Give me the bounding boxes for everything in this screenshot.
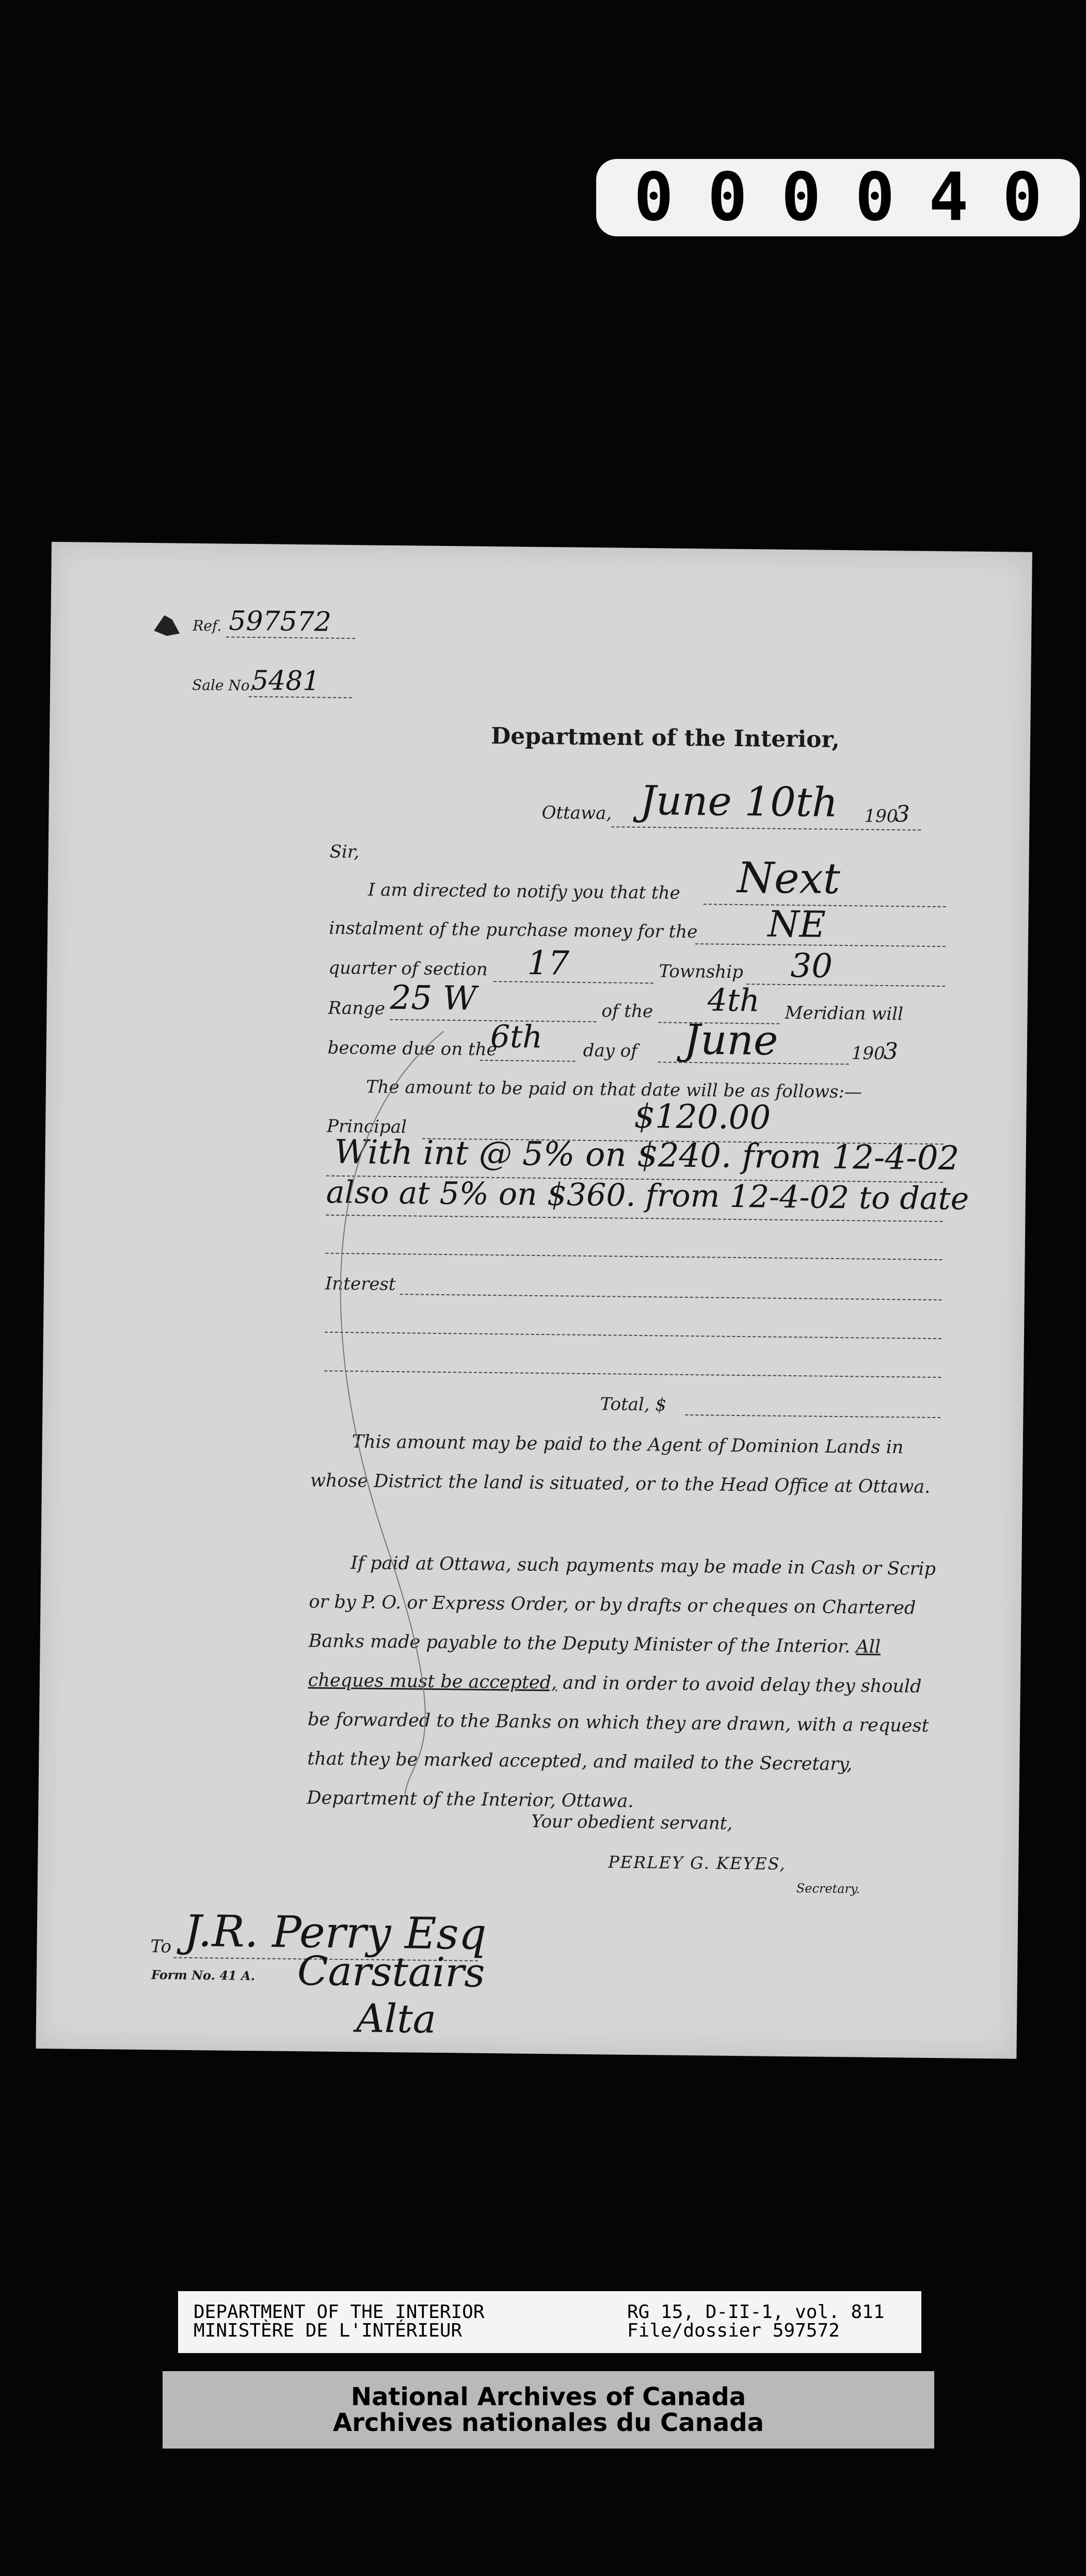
pencil-stroke-mark (281, 1029, 454, 1805)
accepted-cheques-text: All cheques must be accepted, (308, 1636, 881, 1694)
section-value: 17 (527, 944, 570, 983)
interest-note-line2: also at 5% on $360. from 12-4-02 to date (326, 1174, 969, 1217)
frame-digit: 0 (633, 159, 674, 236)
notify-text: I am directed to notify you that the (368, 879, 680, 904)
day-underline (480, 1060, 576, 1062)
sale-underline (249, 696, 352, 698)
department-heading: Department of the Interior, (490, 722, 840, 753)
ref-value: 597572 (229, 605, 332, 638)
due-day: 6th (490, 1018, 543, 1056)
frame-counter (596, 159, 1080, 236)
to-label: To (150, 1936, 172, 1957)
pointing-hand-icon (151, 610, 183, 639)
form-number: Form No. 41 A. (151, 1967, 255, 1984)
township-underline (746, 984, 945, 987)
archive-reference-label (178, 2291, 921, 2353)
due-year-print: 190 (851, 1043, 885, 1064)
document-page (36, 542, 1032, 2059)
archives-name-fr: Archives nationales du Canada (333, 2408, 764, 2437)
instalment-ordinal: Next (737, 853, 841, 904)
total-underline (685, 1414, 940, 1418)
range-value: 25 W (390, 978, 477, 1018)
archives-banner (163, 2371, 934, 2449)
principal-label: Principal (326, 1116, 407, 1138)
range-label: Range (328, 997, 386, 1019)
interest-note-line1: With int @ 5% on $240. from 12-4-02 (334, 1133, 960, 1178)
sale-label: Sale No. (191, 676, 254, 695)
payment-paragraph: This amount may be paid to the Agent of Dominion Lands in whose District the land is situated, or to the Head Office at Ottawa. (310, 1431, 931, 1498)
recipient-name: J.R. Perry Esq (184, 1905, 487, 1959)
archive-file: File/dossier 597572 (627, 2320, 840, 2341)
ottawa-payment-text-cont: and in order to avoid delay they should be forwarded to the Banks on which they are drawn, with a request that they be marked accepted, and mailed to the Secretary, Department of the Interior, Ottawa. (307, 1672, 929, 1812)
frame-digit: 0 (707, 159, 747, 236)
salutation: Sir, (329, 841, 360, 863)
section-underline (493, 981, 653, 984)
interest-underline (400, 1294, 942, 1300)
interest-label: Interest (325, 1273, 396, 1295)
archives-name-en: National Archives of Canada (350, 2382, 746, 2411)
recipient-town: Carstairs (297, 1948, 486, 1997)
archive-dept-fr: MINISTÈRE DE L'INTÉRIEUR (194, 2320, 462, 2341)
due-label: become due on the (327, 1037, 497, 1060)
date-year-print: 190 (864, 806, 898, 827)
date-year-hand: 3 (895, 801, 910, 828)
township-label: Township (659, 961, 744, 983)
day-of-label: day of (583, 1040, 638, 1061)
of-the-label: of the (601, 1001, 653, 1022)
signatory-title: Secretary. (796, 1881, 860, 1896)
sale-value: 5481 (251, 665, 320, 697)
due-month: June (683, 1015, 778, 1065)
due-year-hand: 3 (883, 1038, 899, 1065)
amount-intro: The amount to be paid on that date will be as follows:— (365, 1076, 863, 1103)
frame-digit: 0 (781, 159, 821, 236)
meridian-value: 4th (707, 982, 760, 1019)
instalment-text: instalment of the purchase money for the (328, 917, 698, 943)
frame-digit: 0 (855, 159, 895, 236)
principal-value: $120.00 (634, 1097, 771, 1137)
quarter-value: NE (767, 903, 826, 946)
date-city: Ottawa, (541, 802, 612, 824)
township-value: 30 (790, 947, 833, 986)
frame-digit: 0 (1002, 159, 1043, 236)
signatory-name: PERLEY G. KEYES, (608, 1852, 786, 1874)
ref-label: Ref. (193, 617, 222, 635)
archive-rg: RG 15, D-II-1, vol. 811 (627, 2301, 885, 2323)
ref-underline (226, 637, 355, 639)
total-label: Total, $ (600, 1394, 667, 1415)
closing-servant: Your obedient servant, (531, 1811, 733, 1834)
frame-digit: 4 (929, 159, 969, 236)
section-label: quarter of section (328, 957, 488, 980)
ottawa-payment-text: If paid at Ottawa, such payments may be made in Cash or Scrip or by P. O. or Express Order, or by drafts or cheques on Chartered Banks made payable to the Deputy Minister of the Interior. (308, 1553, 936, 1657)
recipient-province: Alta (356, 1995, 437, 2042)
meridian-label: Meridian will (785, 1002, 904, 1025)
archive-dept-en: DEPARTMENT OF THE INTERIOR (194, 2301, 485, 2323)
date-underline (611, 826, 921, 830)
date-handwritten: June 10th (640, 777, 838, 826)
